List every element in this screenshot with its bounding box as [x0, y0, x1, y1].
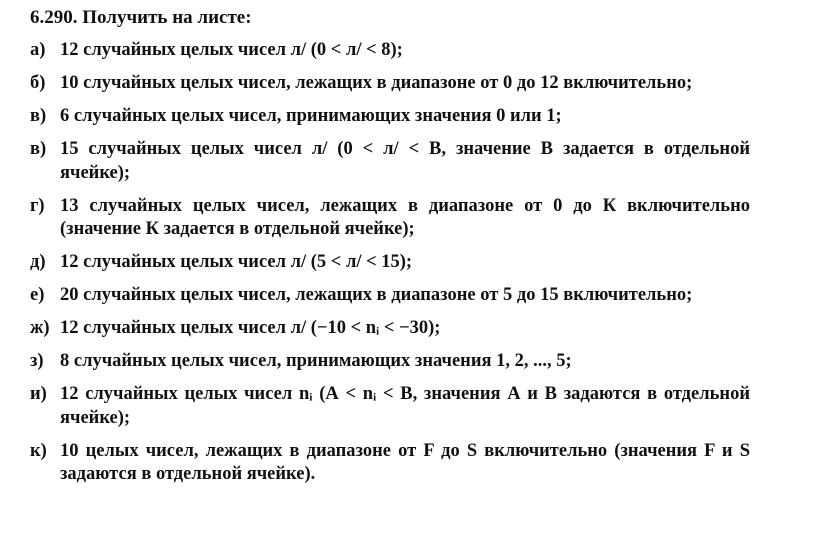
task-text: 10 целых чисел, лежащих в диапазоне от F до S включительно (значения F и S задаются в отдельной ячейке). — [60, 440, 750, 484]
task-item-v2 — [30, 138, 750, 185]
task-item-v1 — [30, 105, 750, 129]
task-marker: г) — [30, 195, 45, 216]
task-text: 15 случайных целых чисел л/ (0 < л/ < В, значение В задается в отдельной ячейке); — [60, 139, 750, 183]
task-text: 13 случайных целых чисел, лежащих в диапазоне от 0 до К включительно (значение К задается в отдельной ячейке); — [60, 195, 750, 239]
task-marker: в) — [30, 106, 47, 126]
task-text: 12 случайных целых чисел л/ (5 < л/ < 15); — [60, 252, 413, 272]
task-item-a — [30, 39, 750, 63]
task-text: 20 случайных целых чисел, лежащих в диапазоне от 5 до 15 включительно; — [60, 285, 693, 305]
task-marker: ж) — [30, 318, 50, 338]
task-marker: в) — [30, 139, 47, 159]
task-marker: з) — [30, 351, 44, 371]
task-marker: к) — [30, 440, 47, 461]
task-item-i — [30, 383, 750, 430]
task-item-zh — [30, 317, 750, 341]
task-text: 12 случайных целых чисел л/ (0 < л/ < 8); — [60, 40, 403, 60]
task-marker: б) — [30, 73, 46, 93]
task-item-b — [30, 72, 750, 96]
task-marker: д) — [30, 252, 46, 272]
task-item-k — [30, 440, 750, 487]
task-list — [30, 39, 776, 487]
task-marker: а) — [30, 40, 46, 60]
task-text: 12 случайных целых чисел л/ (−10 < nᵢ < −30); — [60, 318, 441, 338]
task-item-d — [30, 251, 750, 275]
task-item-z — [30, 350, 750, 374]
task-item-e — [30, 284, 750, 308]
task-marker: е) — [30, 285, 45, 305]
task-item-g — [30, 195, 750, 242]
exercise-heading: 6.290. Получить на листе: — [30, 7, 252, 28]
task-text: 10 случайных целых чисел, лежащих в диапазоне от 0 до 12 включительно; — [60, 73, 693, 93]
task-marker: и) — [30, 384, 47, 404]
task-text: 8 случайных целых чисел, принимающих значения 1, 2, ..., 5; — [60, 351, 572, 371]
task-text: 6 случайных целых чисел, принимающих значения 0 или 1; — [60, 106, 562, 126]
task-text: 12 случайных целых чисел nᵢ (А < nᵢ < В, значения А и В задаются в отдельной ячейке); — [60, 384, 750, 428]
